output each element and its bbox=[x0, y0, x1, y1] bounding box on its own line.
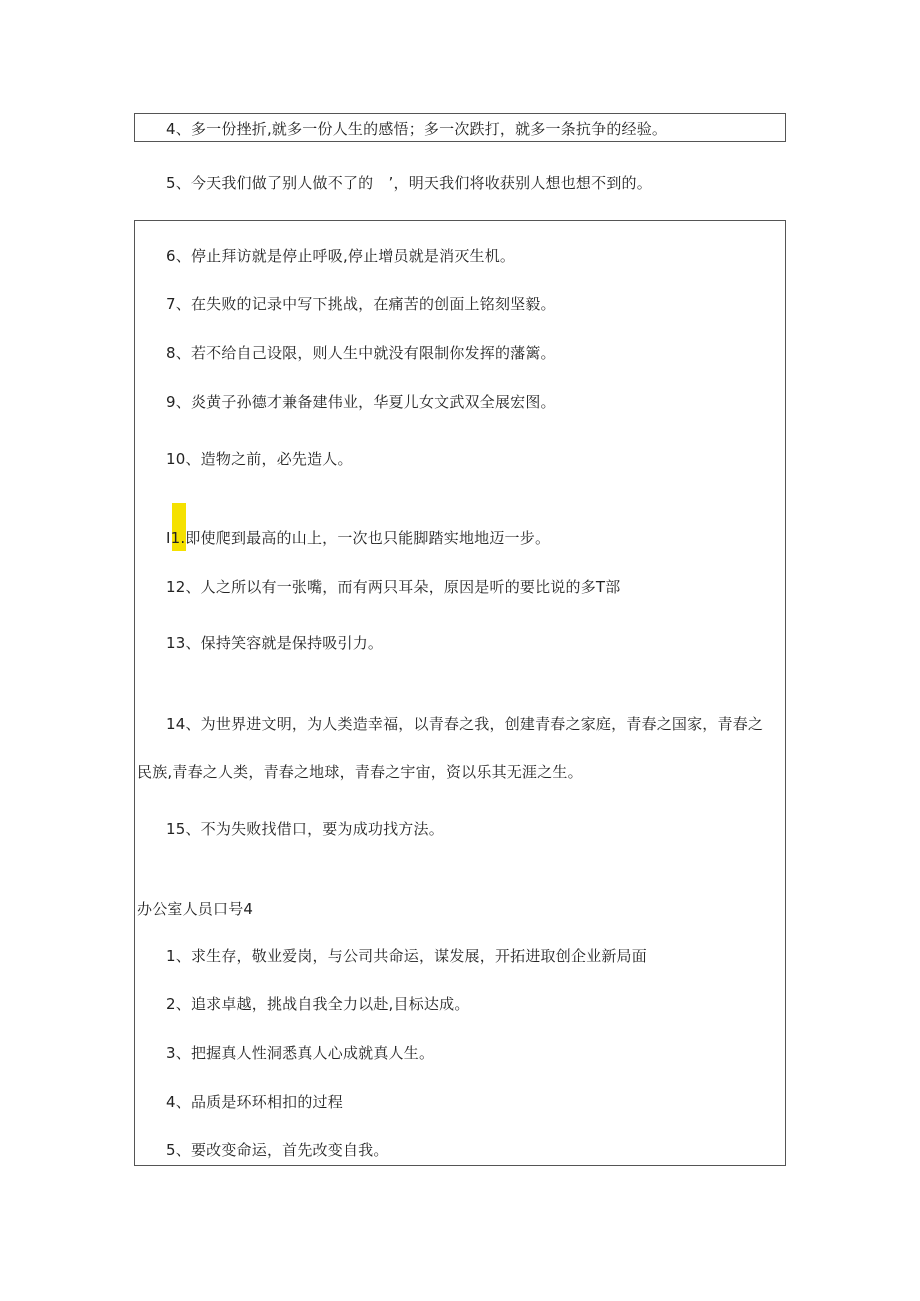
slogan-line-10: 10、造物之前，必先造人。 bbox=[166, 450, 353, 468]
slogan-line-12: 12、人之所以有一张嘴，而有两只耳朵，原因是听的要比说的多T部 bbox=[166, 578, 621, 596]
office-line-3: 3、把握真人性洞悉真人心成就真人生。 bbox=[166, 1044, 435, 1062]
slogan-line-8: 8、若不给自己设限，则人生中就没有限制你发挥的藩篱。 bbox=[166, 344, 556, 362]
office-line-4: 4、品质是环环相扣的过程 bbox=[166, 1093, 343, 1111]
slogan-line-14a: 14、为世界进文明，为人类造幸福，以青春之我，创建青春之家庭，青春之国家，青春之 bbox=[166, 715, 764, 733]
section-title: 办公室人员口号4 bbox=[137, 900, 254, 918]
slogan-line-7: 7、在失败的记录中写下挑战，在痛苦的创面上铭刻坚毅。 bbox=[166, 295, 556, 313]
slogan-line-9: 9、炎黄子孙德才兼备建伟业，华夏儿女文武双全展宏图。 bbox=[166, 393, 556, 411]
slogan-line-15: 15、不为失败找借口，要为成功找方法。 bbox=[166, 820, 444, 838]
slogan-line-11-text: 即使爬到最高的山上，一次也只能脚踏实地地迈一步。 bbox=[185, 529, 551, 547]
slogan-line-6: 6、停止拜访就是停止呼吸,停止增员就是消灭生机。 bbox=[166, 247, 516, 265]
slogan-line-14b: 民族,青春之人类，青春之地球，青春之宇宙，资以乐其无涯之生。 bbox=[137, 763, 583, 781]
office-line-5: 5、要改变命运，首先改变自我。 bbox=[166, 1141, 389, 1159]
slogan-line-5: 5、今天我们做了别人做不了的 ’，明天我们将收获别人想也想不到的。 bbox=[166, 174, 652, 192]
office-line-2: 2、追求卓越，挑战自我全力以赴,目标达成。 bbox=[166, 995, 470, 1013]
slogan-line-4: 4、多一份挫折,就多一份人生的感悟；多一次跌打，就多一条抗争的经验。 bbox=[166, 120, 668, 138]
slogan-line-11 bbox=[166, 528, 550, 548]
office-line-1: 1、求生存，敬业爱岗，与公司共命运，谋发展，开拓进取创企业新局面 bbox=[166, 947, 647, 965]
slogan-line-13: 13、保持笑容就是保持吸引力。 bbox=[166, 634, 384, 652]
slogan-line-11-prefix: I1. bbox=[166, 529, 186, 547]
